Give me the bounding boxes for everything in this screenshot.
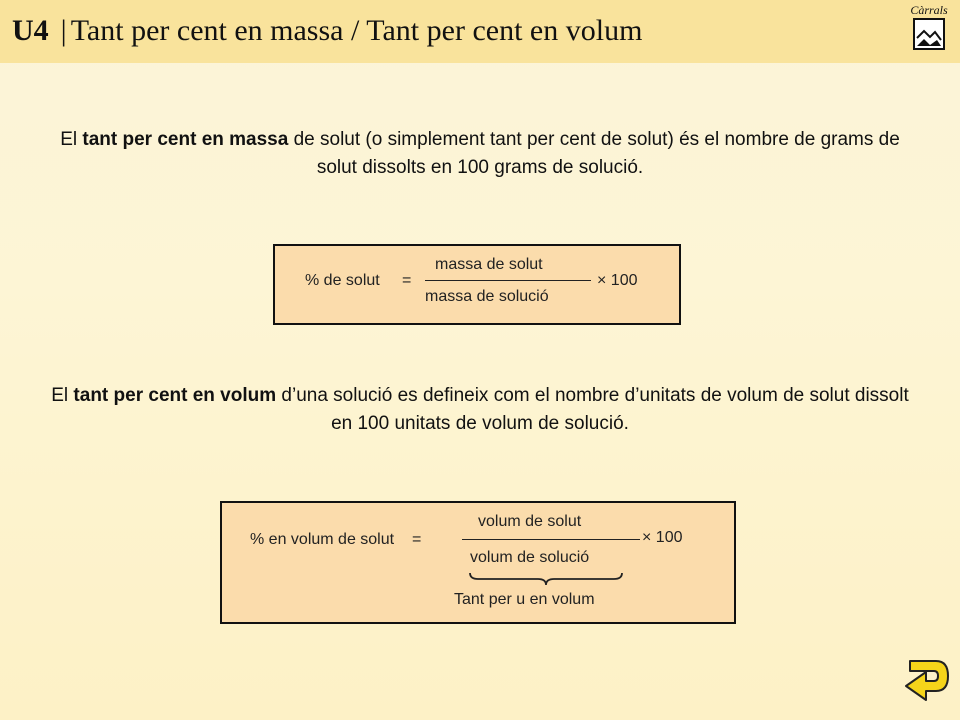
mass-text-after: de solut (o simplement tant per cent de solut) és el nombre de grams de solut dissolts en 100 grams de solució. <box>288 129 900 178</box>
page-title <box>12 13 642 49</box>
volume-text-before: El <box>51 385 74 406</box>
volume-percent-formula <box>220 501 736 624</box>
logo-chart-icon <box>913 18 945 50</box>
formula-equals: = <box>402 272 412 289</box>
brace-note: Tant per u en volum <box>454 591 595 608</box>
formula-numerator: volum de solut <box>478 513 582 530</box>
mass-text-before: El <box>60 129 83 150</box>
volume-percent-definition <box>40 382 920 438</box>
formula-lhs: % de solut <box>305 272 380 289</box>
unit-label: U4 <box>12 14 49 47</box>
return-arrow-icon <box>902 656 952 710</box>
back-button[interactable] <box>902 656 952 710</box>
mass-percent-definition <box>40 126 920 182</box>
logo-text: Càrrals <box>910 3 948 17</box>
formula-denominator: massa de solució <box>425 288 549 305</box>
formula-multiplier: × 100 <box>642 529 683 546</box>
title-bar <box>0 0 960 63</box>
formula-denominator: volum de solució <box>470 549 590 566</box>
publisher-logo <box>910 3 948 51</box>
volume-bold-term: tant per cent en volum <box>73 385 277 406</box>
underbrace-icon <box>468 571 624 587</box>
formula-numerator: massa de solut <box>435 256 543 273</box>
mass-bold-term: tant per cent en massa <box>82 129 289 150</box>
fraction-line <box>425 280 591 281</box>
title-separator: | <box>60 14 67 47</box>
formula-equals: = <box>412 531 422 548</box>
fraction-line <box>462 539 640 540</box>
volume-text-after: d’una solució es defineix com el nombre d’unitats de volum de solut dissolt en 100 unitats de volum de solució. <box>276 385 909 434</box>
mass-percent-formula <box>273 244 681 325</box>
formula-lhs: % en volum de solut <box>250 531 395 548</box>
title-text: Tant per cent en massa / Tant per cent en volum <box>70 14 643 47</box>
formula-multiplier: × 100 <box>597 272 638 289</box>
